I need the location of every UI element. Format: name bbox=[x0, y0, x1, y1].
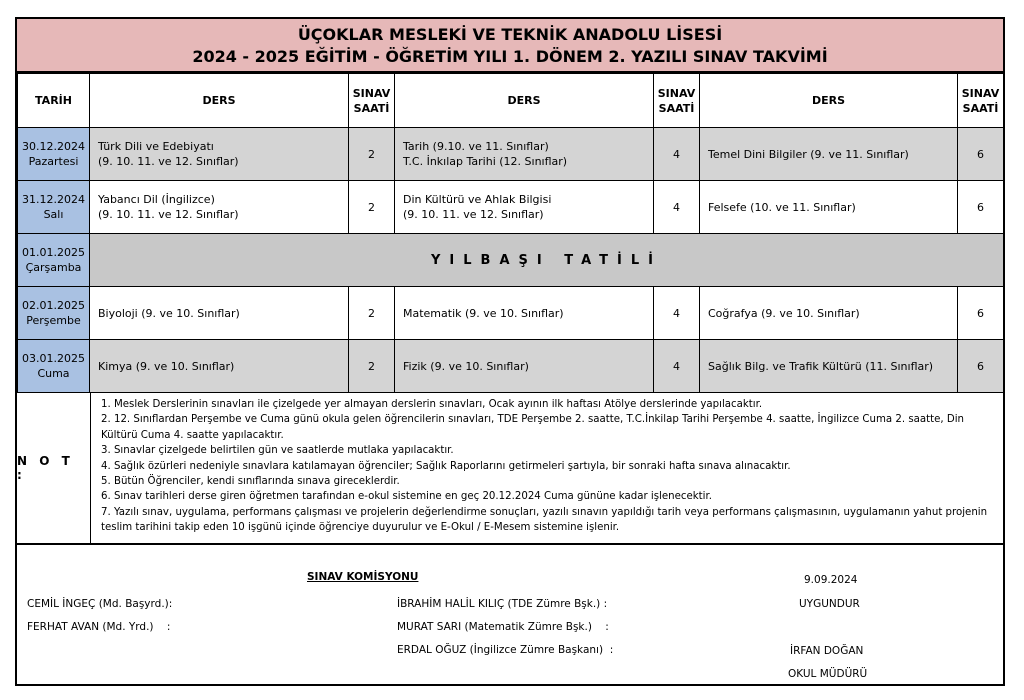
exam-hour-3: 6 bbox=[958, 287, 1004, 340]
exam-hour-2: 4 bbox=[654, 340, 700, 393]
approval-date: 9.09.2024 bbox=[804, 574, 858, 586]
day-name: Perşembe bbox=[26, 314, 81, 327]
header-hour-1: SINAV SAATİ bbox=[349, 74, 395, 128]
note-item: 5. Bütün Öğrenciler, kendi sınıflarında sınava gireceklerdir. bbox=[101, 476, 400, 488]
notes-list bbox=[101, 397, 1001, 536]
exam-hour-1: 2 bbox=[349, 287, 395, 340]
course-cell-1 bbox=[90, 128, 349, 181]
exam-hour-1: 2 bbox=[349, 128, 395, 181]
course-line: Sağlık Bilg. ve Trafik Kültürü (11. Sınıflar) bbox=[708, 359, 934, 373]
day-name: Çarşamba bbox=[25, 261, 82, 274]
note-item: 7. Yazılı sınav, uygulama, performans çalışması ve projelerin değerlendirme sonuçları, yazılı sınavın yapıldığı tarih veya performans çalışmasının, uygulamanın yahut projenin teslim tarihini takip eden 10 işgünü içinde öğrenciye duyurulur ve E-Okul / E-Mesem sistemine işlenir. bbox=[101, 506, 988, 534]
header-course-3: DERS bbox=[700, 74, 958, 128]
course-cell-1 bbox=[90, 340, 349, 393]
school-name: ÜÇOKLAR MESLEKİ VE TEKNİK ANADOLU LİSESİ bbox=[297, 25, 723, 44]
day-name: Salı bbox=[43, 208, 64, 221]
course-line: (9. 10. 11. ve 12. Sınıflar) bbox=[98, 208, 239, 221]
course-line: Biyoloji (9. ve 10. Sınıflar) bbox=[98, 306, 240, 320]
date-cell bbox=[18, 340, 90, 393]
date-cell bbox=[18, 128, 90, 181]
course-cell-1 bbox=[90, 287, 349, 340]
exam-hour-2: 4 bbox=[654, 287, 700, 340]
schedule-table bbox=[17, 73, 1004, 393]
schedule-row bbox=[18, 287, 1004, 340]
principal-title: OKUL MÜDÜRÜ bbox=[788, 668, 868, 680]
course-line: Türk Dili ve Edebiyatı bbox=[98, 140, 214, 153]
course-line: Temel Dini Bilgiler (9. ve 11. Sınıflar) bbox=[708, 147, 909, 161]
principal-name: İRFAN DOĞAN bbox=[790, 645, 864, 657]
course-line: Din Kültürü ve Ahlak Bilgisi bbox=[403, 193, 552, 206]
date-value: 30.12.2024 bbox=[22, 140, 85, 153]
course-line: Fizik (9. ve 10. Sınıflar) bbox=[403, 359, 529, 373]
schedule-row bbox=[18, 234, 1004, 287]
course-line: (9. 10. 11. ve 12. Sınıflar) bbox=[403, 208, 544, 221]
date-value: 02.01.2025 bbox=[22, 299, 85, 312]
member-3: İBRAHİM HALİL KILIÇ (TDE Zümre Bşk.) : bbox=[397, 598, 608, 610]
course-cell-3 bbox=[700, 340, 958, 393]
date-value: 01.01.2025 bbox=[22, 246, 85, 259]
exam-hour-1: 2 bbox=[349, 340, 395, 393]
holiday-cell: YILBAŞI TATİLİ bbox=[90, 234, 1004, 287]
exam-hour-2: 4 bbox=[654, 181, 700, 234]
header-hour-2: SINAV SAATİ bbox=[654, 74, 700, 128]
course-line: Kimya (9. ve 10. Sınıflar) bbox=[98, 359, 235, 373]
header-course-2: DERS bbox=[395, 74, 654, 128]
header-row bbox=[18, 74, 1004, 128]
note-item: 4. Sağlık özürleri nedeniyle sınavlara katılamayan öğrenciler; Sağlık Raporlarını getirmeleri şartıyla, bir sonraki hafta sınava alınacaktır. bbox=[101, 460, 791, 472]
member-1: CEMİL İNGEÇ (Md. Başyrd.): bbox=[27, 598, 173, 610]
notes-label: N O T : bbox=[17, 392, 91, 543]
course-cell-3 bbox=[700, 128, 958, 181]
date-value: 03.01.2025 bbox=[22, 352, 85, 365]
member-5: ERDAL OĞUZ (İngilizce Zümre Başkanı) : bbox=[397, 644, 614, 656]
schedule-title: 2024 - 2025 EĞİTİM - ÖĞRETİM YILI 1. DÖNEM 2. YAZILI SINAV TAKVİMİ bbox=[192, 47, 828, 66]
notes-section bbox=[17, 392, 1003, 545]
member-4: MURAT SARI (Matematik Zümre Bşk.) : bbox=[397, 621, 609, 633]
schedule-row bbox=[18, 340, 1004, 393]
course-line: T.C. İnkılap Tarihi (12. Sınıflar) bbox=[403, 155, 568, 168]
course-line: Coğrafya (9. ve 10. Sınıflar) bbox=[708, 306, 860, 320]
exam-schedule-sheet bbox=[15, 17, 1005, 686]
exam-hour-3: 6 bbox=[958, 181, 1004, 234]
course-line: (9. 10. 11. ve 12. Sınıflar) bbox=[98, 155, 239, 168]
approval-text: UYGUNDUR bbox=[799, 598, 860, 610]
course-cell-1 bbox=[90, 181, 349, 234]
schedule-row bbox=[18, 181, 1004, 234]
schedule-row bbox=[18, 128, 1004, 181]
course-line: Felsefe (10. ve 11. Sınıflar) bbox=[708, 200, 856, 214]
exam-hour-3: 6 bbox=[958, 128, 1004, 181]
course-line: Matematik (9. ve 10. Sınıflar) bbox=[403, 306, 564, 320]
course-cell-2 bbox=[395, 287, 654, 340]
note-item: 1. Meslek Derslerinin sınavları ile çizelgede yer almayan derslerin sınavları, Ocak ayının ilk haftası Atölye derslerinde yapılacaktır. bbox=[101, 399, 763, 410]
course-line: Yabancı Dil (İngilizce) bbox=[98, 193, 215, 206]
date-cell bbox=[18, 181, 90, 234]
exam-hour-1: 2 bbox=[349, 181, 395, 234]
course-cell-2 bbox=[395, 128, 654, 181]
note-item: 3. Sınavlar çizelgede belirtilen gün ve saatlerde mutlaka yapılacaktır. bbox=[101, 445, 454, 457]
course-cell-3 bbox=[700, 287, 958, 340]
day-name: Pazartesi bbox=[28, 155, 79, 168]
date-cell bbox=[18, 234, 90, 287]
committee-title: SINAV KOMİSYONU bbox=[307, 571, 419, 583]
course-cell-3 bbox=[700, 181, 958, 234]
exam-hour-2: 4 bbox=[654, 128, 700, 181]
course-line: Tarih (9.10. ve 11. Sınıflar) bbox=[403, 140, 549, 153]
header-hour-3: SINAV SAATİ bbox=[958, 74, 1004, 128]
course-cell-2 bbox=[395, 181, 654, 234]
date-value: 31.12.2024 bbox=[22, 193, 85, 206]
note-item: 6. Sınav tarihleri derse giren öğretmen tarafından e-okul sistemine en geç 20.12.2024 Cuma gününe kadar işlenecektir. bbox=[101, 491, 712, 503]
header-date: TARİH bbox=[18, 74, 90, 128]
page-title bbox=[17, 19, 1003, 73]
date-cell bbox=[18, 287, 90, 340]
header-course-1: DERS bbox=[90, 74, 349, 128]
exam-hour-3: 6 bbox=[958, 340, 1004, 393]
day-name: Cuma bbox=[37, 367, 70, 380]
note-item: 2. 12. Sınıflardan Perşembe ve Cuma günü okula gelen öğrencilerin sınavları, TDE Perşembe 2. saatte, T.C.İnkilap Tarihi Perşembe 4. saatte, İngilizce Cuma 2. saatte, Din Kültürü Cuma 4. saatte yapılacaktır. bbox=[101, 414, 965, 441]
course-cell-2 bbox=[395, 340, 654, 393]
member-2: FERHAT AVAN (Md. Yrd.) : bbox=[27, 621, 171, 633]
